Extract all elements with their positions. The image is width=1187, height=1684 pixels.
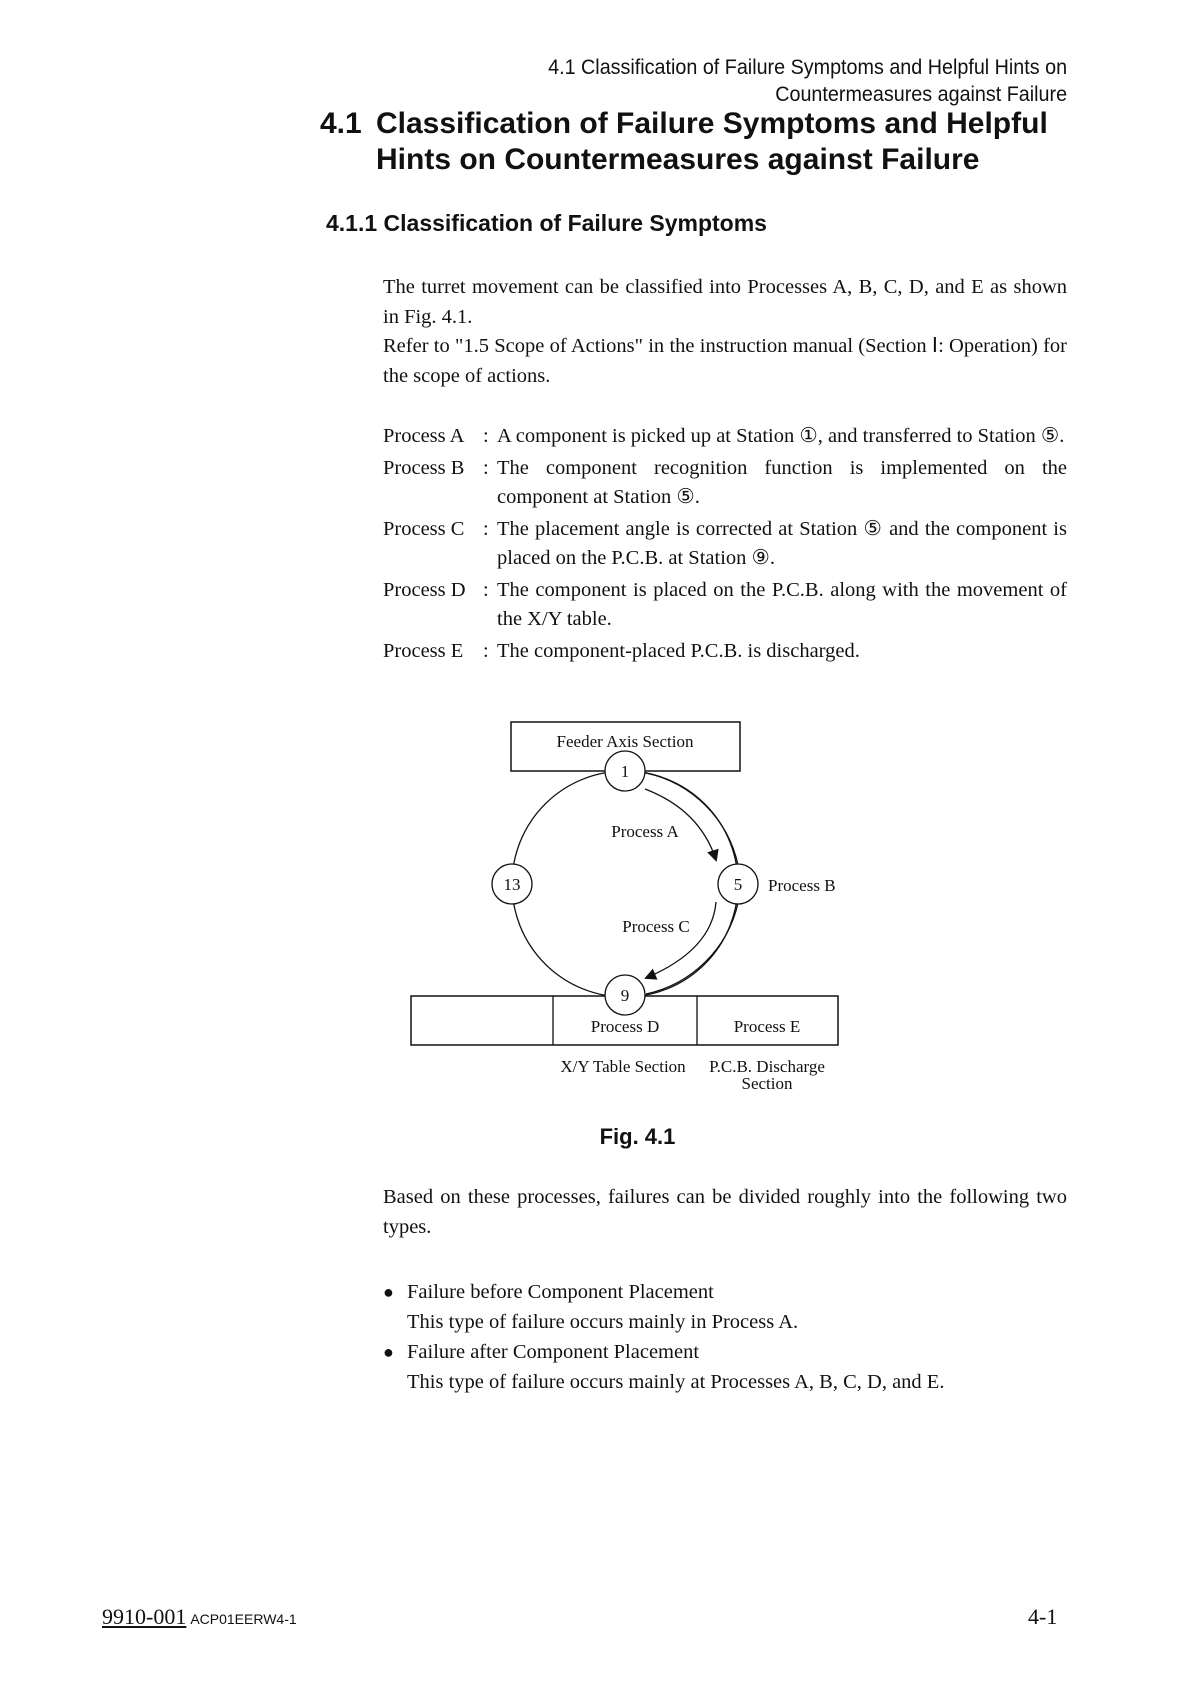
document-number: 9910-001	[102, 1604, 187, 1629]
process-c-arrow	[646, 902, 716, 978]
running-head-line1: 4.1 Classification of Failure Symptoms and Helpful Hints on	[548, 56, 1067, 79]
process-c-label: Process C	[622, 917, 690, 936]
svg-text:1: 1	[620, 762, 630, 781]
svg-text:9: 9	[620, 986, 630, 1005]
station-5	[718, 864, 758, 904]
discharge-section-label-line2: Section	[741, 1074, 793, 1093]
process-a-label: Process A	[611, 822, 679, 841]
process-description: The component-placed P.C.B. is discharged.	[497, 639, 860, 662]
section-title-line1: Classification of Failure Symptoms and Helpful	[376, 107, 1048, 140]
bullet-icon: ●	[383, 1342, 394, 1362]
intro-paragraph-1: The turret movement can be classified into Processes A, B, C, D, and E as shown in Fig. 4.1.	[383, 276, 1067, 328]
colon: :	[483, 517, 489, 540]
process-description: A component is picked up at Station ①, and transferred to Station ⑤.	[497, 425, 1065, 447]
bullet-icon: ●	[383, 1282, 394, 1302]
process-label: Process D	[383, 578, 466, 601]
feeder-axis-label: Feeder Axis Section	[556, 732, 694, 751]
failure-type-list	[383, 1277, 1067, 1397]
figure-caption: Fig. 4.1	[599, 1124, 676, 1149]
document-code: ACP01EERW4-1	[190, 1611, 297, 1627]
process-description: The component recognition function is implemented on the component at Station ⑤.	[497, 456, 1067, 508]
footer-document-id	[102, 1604, 297, 1630]
discharge-section-label-line1: P.C.B. Discharge	[709, 1057, 825, 1076]
colon: :	[483, 578, 489, 601]
failure-type-detail: This type of failure occurs mainly at Processes A, B, C, D, and E.	[407, 1371, 945, 1393]
process-b-label: Process B	[768, 876, 836, 895]
process-label: Process A	[383, 425, 465, 447]
colon: :	[483, 456, 489, 479]
process-description: The placement angle is corrected at Station ⑤ and the component is placed on the P.C.B. at Station ⑨.	[497, 517, 1067, 569]
page-number: 4-1	[1028, 1604, 1058, 1629]
failure-type-item	[383, 1337, 1067, 1397]
conclusion-paragraph: Based on these processes, failures can be divided roughly into the following two types.	[383, 1186, 1067, 1238]
intro-paragraph-2: Refer to "1.5 Scope of Actions" in the instruction manual (Section Ⅰ: Operation) for the scope of actions.	[383, 335, 1067, 387]
failure-type-title: Failure after Component Placement	[407, 1341, 700, 1363]
station-13	[492, 864, 532, 904]
svg-text:13: 13	[503, 875, 521, 894]
subsection-title: 4.1.1 Classification of Failure Symptoms	[326, 210, 767, 236]
section-number: 4.1	[320, 107, 362, 140]
station-1	[605, 751, 645, 791]
svg-text:5: 5	[733, 875, 743, 894]
running-head-line2: Countermeasures against Failure	[775, 83, 1067, 106]
process-label: Process B	[383, 456, 465, 479]
colon: :	[483, 425, 489, 447]
process-e-label: Process E	[733, 1017, 801, 1036]
xy-table-section-label: X/Y Table Section	[560, 1057, 686, 1076]
process-label: Process C	[383, 517, 465, 540]
failure-type-title: Failure before Component Placement	[407, 1281, 714, 1303]
failure-type-item	[383, 1277, 1067, 1337]
process-description: The component is placed on the P.C.B. along with the movement of the X/Y table.	[497, 578, 1067, 630]
section-title-line2: Hints on Countermeasures against Failure	[376, 143, 980, 176]
failure-type-detail: This type of failure occurs mainly in Process A.	[407, 1311, 799, 1333]
process-label: Process E	[383, 639, 464, 662]
station-9	[605, 975, 645, 1015]
process-d-label: Process D	[590, 1017, 660, 1036]
colon: :	[483, 639, 489, 662]
